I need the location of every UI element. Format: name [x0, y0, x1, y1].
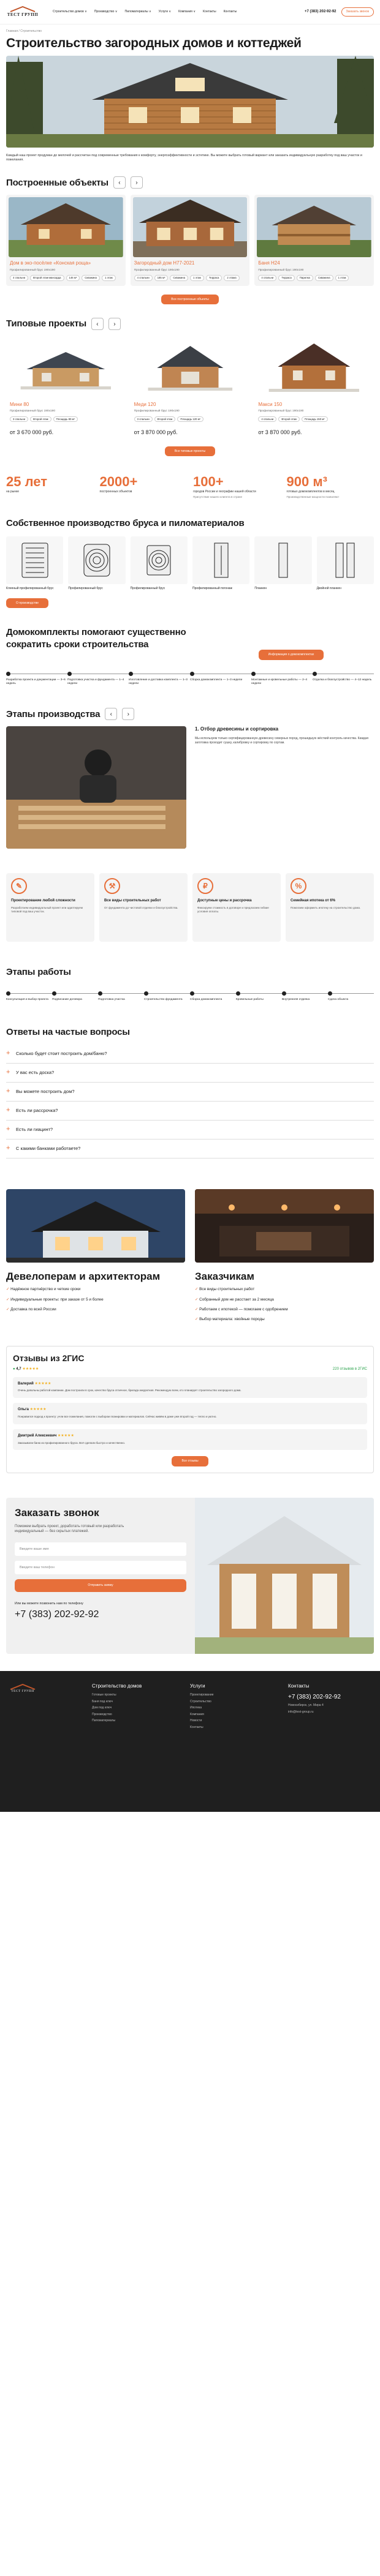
footer-col-title: Строительство домов	[92, 1683, 142, 1689]
footer-link[interactable]: Дом под ключ	[92, 1706, 112, 1710]
plus-icon: +	[6, 1125, 10, 1133]
typical-cards	[0, 336, 380, 440]
step-dot	[236, 991, 240, 996]
chip: 185 м²	[154, 275, 169, 281]
step-label: Монтажные и кровельные работы — 2–4 недели	[251, 678, 308, 686]
built-card-sub: Профилированный брус 190х190	[10, 268, 55, 272]
footer-col-title: Контакты	[288, 1683, 310, 1689]
review-author: Дмитрий Алексеевич	[18, 1433, 57, 1438]
profiled-beam-icon	[68, 536, 125, 584]
reviews	[6, 1346, 374, 1473]
page-title: Строительство загородных домов и коттеджей	[6, 36, 302, 50]
audience-customers	[195, 1189, 374, 1327]
lumber-item[interactable]	[68, 536, 125, 591]
step-dot	[144, 991, 148, 996]
chip: 1 этаж	[190, 275, 204, 281]
typical-title: Типовые проекты	[6, 318, 86, 329]
chip: Скважина	[170, 275, 188, 281]
faq-question: Вы можете построить дом?	[16, 1088, 75, 1094]
hero-image	[6, 56, 374, 148]
next-arrow-icon[interactable]: ›	[122, 708, 134, 720]
stat	[100, 475, 188, 499]
footer-link[interactable]: Производство	[92, 1712, 112, 1716]
step-label: Изготовление и доставка комплекта — 1–3 недели	[129, 678, 188, 686]
stat-label: городов России и географии нашей области	[193, 489, 256, 494]
faq-question: С какими банками работаете?	[16, 1145, 81, 1151]
lumber-item[interactable]	[254, 536, 311, 591]
customers-image	[195, 1189, 374, 1263]
feature-card	[192, 873, 281, 942]
chip: Парилка	[297, 275, 313, 281]
lumber-label: Двойной планкен	[316, 587, 341, 591]
footer-col	[190, 1683, 276, 1800]
nav-contacts[interactable]: Контакты	[203, 10, 216, 14]
submit-button[interactable]: Отправить заявку	[15, 1579, 186, 1592]
callback-button[interactable]: Заказать звонок	[341, 7, 374, 17]
footer-col	[288, 1683, 374, 1800]
audience-point: ✓ Доставка по всей России	[6, 1307, 185, 1312]
footer-link[interactable]: Пиломатериалы	[92, 1719, 116, 1723]
ruble-icon: ₽	[197, 878, 213, 894]
faq-item[interactable]	[6, 1083, 374, 1102]
stat-value: 2000+	[99, 474, 138, 490]
chip: 2 этажа	[224, 275, 239, 281]
built-card-image	[133, 197, 248, 257]
faq-item[interactable]	[6, 1140, 374, 1158]
house-logo-icon	[9, 1684, 36, 1690]
callback-title: Заказать звонок	[15, 1506, 99, 1519]
step-dot	[98, 991, 102, 996]
step-dot	[190, 672, 194, 676]
features	[0, 873, 380, 942]
plus-icon: +	[6, 1144, 10, 1152]
step-dot	[6, 672, 10, 676]
nav-production[interactable]: Производство ∨	[94, 10, 118, 14]
timeline-step	[313, 670, 374, 686]
project-sub: Профилированный брус 190х190	[258, 410, 304, 413]
intro-text: Каждый наш проект продуман до мелочей и рассчитан под современные требования к комфорту, энергоэффективности и эстетике. Вы можете выбрать готовый вариант или заказать индивидуальную разработку под ваш участок и пожелания.	[6, 153, 362, 162]
audience-title: Девелоперам и архитекторам	[6, 1270, 161, 1282]
breadcrumb: Главная / Строительство	[6, 29, 42, 33]
step-label: Внутренняя отделка	[282, 997, 310, 1001]
step-dot	[6, 991, 10, 996]
built-card[interactable]	[254, 195, 374, 285]
step-dot	[313, 672, 317, 676]
all-reviews-button[interactable]: Все отзывы	[172, 1456, 208, 1466]
star-rating-icon: ★★★★★	[34, 1381, 51, 1386]
house-logo-icon	[9, 6, 36, 12]
built-card-title: Баня Н24	[258, 260, 280, 266]
lumber-item[interactable]	[317, 536, 374, 591]
built-card-sub: Профилированный брус 190х190	[258, 268, 304, 272]
stages-header	[0, 708, 380, 720]
footer-link[interactable]: Ипотека	[190, 1706, 202, 1710]
percent-icon: %	[291, 878, 306, 894]
project-sub: Профилированный брус 190х190	[134, 410, 180, 413]
stats-row	[0, 475, 380, 499]
audience-point: ✓ Собранный дом не расстает за 2 месяца	[195, 1297, 374, 1302]
lumber-label: Профилированный брус	[130, 587, 165, 591]
star-rating-icon: ★★★★★	[22, 1367, 39, 1371]
project-card[interactable]	[254, 336, 374, 440]
star-rating-icon: ★★★★★	[57, 1433, 74, 1438]
review-author: Ольга	[18, 1408, 29, 1412]
step-label: Кровельные работы	[236, 997, 264, 1001]
feature-text: Помогаем оформить ипотеку на строительство дома.	[291, 906, 361, 910]
review	[13, 1429, 367, 1451]
stat-value: 900 м³	[286, 474, 327, 490]
project-price: от 3 870 000 руб.	[258, 429, 302, 436]
audience	[0, 1189, 380, 1327]
header-phone[interactable]: +7 (383) 202-92-92	[304, 9, 336, 13]
stat-label: готовых домокомплектов в месяц	[286, 489, 335, 494]
feature-card	[286, 873, 374, 942]
feature-title: Проектирование любой сложности	[11, 899, 75, 903]
footer-link[interactable]: Компания	[190, 1712, 204, 1716]
chip: Скважина	[315, 275, 333, 281]
step-label: Подготовка участка	[98, 997, 125, 1001]
chip: 4 спальни	[10, 275, 28, 281]
faq-item[interactable]	[6, 1045, 374, 1064]
project-sub: Профилированный брус 190х190	[10, 410, 55, 413]
next-arrow-icon[interactable]: ›	[131, 176, 143, 189]
nav-construction[interactable]: Строительство домов ∨	[53, 10, 87, 14]
double-planken-icon	[317, 536, 374, 584]
nav-services[interactable]: Услуги ∨	[158, 10, 172, 14]
faq-question: Есть ли рассрочка?	[16, 1107, 58, 1113]
chip: Терраса	[278, 275, 294, 281]
work-step	[190, 989, 236, 1002]
chip: Площадь 80 м²	[53, 416, 78, 422]
step-dot	[328, 991, 332, 996]
project-image	[133, 339, 248, 399]
logo[interactable]	[6, 6, 39, 19]
step-dot	[67, 672, 72, 676]
audience-point: ✓ Выбор материала: хвойные породы	[195, 1317, 374, 1322]
step-dot	[190, 991, 194, 996]
faq-question: Есть ли гиацинт?	[16, 1126, 53, 1132]
step-label: Подготовка участка и фундамента — 1–4 недели	[67, 678, 124, 686]
chip: 4 спальни	[134, 275, 153, 281]
step-dot	[282, 991, 286, 996]
all-built-button[interactable]: Все построенные объекты	[161, 295, 218, 305]
work-step	[144, 989, 190, 1002]
stat-label: построенных объектов	[99, 489, 132, 494]
chip: 4 спальни	[258, 416, 276, 422]
callback-text: Поможем выбрать проект, доработать готовый или разработать индивидуальный — без скрытых платежей.	[15, 1524, 124, 1533]
built-title: Построенные объекты	[6, 177, 108, 188]
developers-image	[6, 1189, 185, 1263]
logo-text: ТЕСТ ГРУПП	[7, 12, 39, 17]
prev-arrow-icon[interactable]: ‹	[91, 318, 104, 330]
lumber-item[interactable]	[131, 536, 188, 591]
faq-question: У вас есть доска?	[16, 1069, 55, 1075]
audience-point: ✓ Индивидуальные проекты: при заказе от 5 и более	[6, 1297, 185, 1302]
timeline-step	[6, 670, 67, 686]
stages-title: Этапы производства	[6, 708, 101, 719]
footer-col-title: Услуги	[190, 1683, 205, 1689]
stage-heading: 1. Отбор древесины и сортировка	[195, 726, 279, 732]
built-header	[0, 176, 380, 189]
plus-icon: +	[6, 1068, 10, 1076]
reviews-title: Отзывы из 2ГИС	[13, 1353, 85, 1363]
feature-card	[99, 873, 188, 942]
work-step	[282, 989, 328, 1002]
project-price: от 3 670 000 руб.	[10, 429, 54, 436]
stat-label: на рынке	[6, 489, 20, 494]
lumber-list	[0, 536, 380, 591]
footer	[0, 1671, 380, 1812]
footer-link[interactable]: Баня под ключ	[92, 1699, 113, 1703]
name-input[interactable]: Введите ваше имя	[15, 1542, 186, 1556]
footer-link[interactable]: Контакты	[190, 1725, 203, 1729]
stages-slide	[0, 726, 380, 849]
timeline-step	[129, 670, 190, 686]
feature-title: Семейная ипотека от 6%	[291, 899, 336, 903]
project-image	[9, 339, 123, 399]
chip: Второй этаж-мансарда	[30, 275, 64, 281]
faq-title: Ответы на частые вопросы	[6, 1027, 130, 1038]
chip: 146 м²	[66, 275, 80, 281]
step-label: Сдача объекта	[328, 997, 349, 1001]
chip: Второй этаж	[30, 416, 51, 422]
built-card-image	[257, 197, 371, 257]
work-step	[52, 989, 98, 1002]
main-nav	[53, 10, 237, 14]
callback-image	[195, 1498, 374, 1654]
production-button[interactable]: О производстве	[6, 598, 48, 609]
step-dot	[251, 672, 256, 676]
lumber-item[interactable]	[6, 536, 63, 591]
stat	[6, 475, 94, 499]
step-label: Отделка и благоустройство — 4–12 недель	[313, 678, 372, 682]
kits-header	[0, 626, 380, 660]
stage-text: Мы используем только сертифицированную древесину северных пород, прошедшую жёсткий контроль качества. Каждая заготовка проходит сушку, калибровку и сортировку по сортам.	[195, 736, 369, 745]
stat-note: Производственные мощности позволяют	[286, 495, 340, 499]
feature-title: Все виды строительных работ	[104, 899, 161, 903]
chip: 1 этаж	[102, 275, 116, 281]
chip: 4 спальни	[258, 275, 276, 281]
lumber-label: Клееный профилированный брус	[6, 587, 54, 591]
step-label: Сборка домокомплекта — 1–3 недели	[190, 678, 243, 682]
chip: 3 спальни	[134, 416, 153, 422]
project-title: Макси 150	[258, 402, 283, 407]
chip: Площадь 150 м²	[302, 416, 328, 422]
review	[13, 1403, 367, 1424]
review-text: Заказывали баню из профилированного бруса. Всё сделали быстро и качественно.	[18, 1441, 126, 1444]
built-cards	[0, 195, 380, 285]
project-card[interactable]	[6, 336, 126, 440]
footer-link[interactable]: Новости	[190, 1719, 202, 1723]
faq-list	[0, 1045, 380, 1158]
timeline-step	[190, 670, 251, 686]
chip: 3 спальни	[10, 416, 28, 422]
chip: Второй этаж	[154, 416, 176, 422]
footer-email[interactable]: info@test-group.ru	[288, 1710, 314, 1714]
site-header	[0, 0, 380, 24]
plus-icon: +	[6, 1050, 10, 1057]
project-title: Мини 80	[10, 402, 29, 407]
built-card[interactable]	[6, 195, 126, 285]
faq-question: Сколько будет стоит построить дом/баню?	[16, 1050, 107, 1056]
timeline-step	[67, 670, 129, 686]
nav-contacts-2[interactable]: Контакты	[223, 10, 237, 14]
chip: Терраса	[206, 275, 222, 281]
stat-value: 100+	[193, 474, 224, 490]
next-arrow-icon[interactable]: ›	[108, 318, 121, 330]
nav-company[interactable]: Компания ∨	[178, 10, 196, 14]
feature-text: От фундамента до чистовой отделки и благоустройства.	[104, 906, 178, 910]
hammer-icon: ⚒	[104, 878, 120, 894]
logo-text: ТЕСТ ГРУПП	[11, 1689, 34, 1693]
molding-icon	[192, 536, 249, 584]
timeline-step	[251, 670, 313, 686]
project-title: Меди 120	[134, 402, 156, 407]
work-step	[6, 989, 52, 1002]
star-rating-icon: ★★★★★	[29, 1408, 47, 1412]
footer-link[interactable]: Проектирование	[190, 1693, 214, 1697]
faq-item[interactable]	[6, 1102, 374, 1121]
planken-icon	[254, 536, 311, 584]
stat-note: Присутствие нашего клиента в стране	[193, 495, 242, 499]
footer-phone[interactable]: +7 (383) 202-92-92	[288, 1694, 341, 1701]
callback-form	[6, 1498, 374, 1654]
audience-title: Заказчикам	[195, 1270, 254, 1282]
faq-item[interactable]	[6, 1121, 374, 1140]
kits-timeline	[0, 670, 380, 686]
rating-value: 4,7	[16, 1367, 21, 1371]
step-label: Консультация и выбор проекта	[6, 997, 48, 1001]
review	[13, 1377, 367, 1399]
feature-title: Доступные цены и рассрочка	[197, 899, 252, 903]
production-title: Собственное производство бруса и пиломатериалов	[6, 517, 245, 528]
step-dot	[52, 991, 56, 996]
reviews-count[interactable]: 220 отзывов в 2ГИС	[332, 1367, 367, 1371]
stat-value: 25 лет	[6, 474, 47, 490]
pencil-icon: ✎	[11, 878, 27, 894]
footer-col	[92, 1683, 178, 1800]
phone-input[interactable]: Введите ваш телефон	[15, 1561, 186, 1574]
stat	[193, 475, 281, 499]
lumber-label: Профилированный погонаж	[192, 587, 232, 591]
callback-or: Или вы можете позвонить нам по телефону	[15, 1601, 83, 1605]
audience-point: ✓ Работаем с ипотекой — помогаем с одобрением	[195, 1307, 374, 1312]
stat	[287, 475, 374, 499]
feature-text: Фиксируем стоимость в договоре и предлагаем гибкие условия оплаты.	[197, 906, 269, 914]
built-card-sub: Профилированный брус 190х190	[134, 268, 180, 272]
feature-text: Разработаем индивидуальный проект или адаптируем типовой под ваш участок.	[11, 906, 83, 914]
callback-phone[interactable]: +7 (383) 202-92-92	[15, 1609, 99, 1620]
work-step	[236, 989, 282, 1002]
chip: Скважина	[82, 275, 100, 281]
built-card-title: Дом в эко-посёлке «Конская роща»	[10, 260, 91, 266]
kits-title: Домокомплекты помогают существенно сократить сроки строительства	[6, 627, 186, 650]
audience-point: ✓ Надёжное партнёрство и четкие сроки	[6, 1287, 185, 1292]
faq-item[interactable]	[6, 1064, 374, 1083]
feature-card	[6, 873, 94, 942]
lumber-item[interactable]	[192, 536, 249, 591]
step-label: Разработка проекта и документации — 3–6 недель	[6, 678, 66, 686]
nav-lumber[interactable]: Пиломатериалы ∨	[124, 10, 151, 14]
project-price: от 3 870 000 руб.	[134, 429, 178, 436]
glulam-beam-icon	[6, 536, 63, 584]
step-label: Сборка домокомплекта	[190, 997, 222, 1001]
lumber-label: Профилированный брус	[68, 587, 103, 591]
gis-icon: ●	[13, 1367, 15, 1371]
chip: Второй этаж	[278, 416, 300, 422]
chip: 1 этаж	[335, 275, 349, 281]
step-label: Строительство фундамента	[144, 997, 183, 1001]
stages-photo	[6, 726, 186, 849]
built-card[interactable]	[131, 195, 250, 285]
plus-icon: +	[6, 1087, 10, 1095]
built-card-image	[9, 197, 123, 257]
footer-logo[interactable]	[6, 1683, 39, 1697]
all-typical-button[interactable]: Все типовые проекты	[165, 446, 215, 457]
review-text: Очень довольны работой компании. Дом построили в срок, качество бруса отличное, бригада аккуратная. Рекомендую всем, кто планирует строительство загородного дома.	[18, 1389, 241, 1392]
work-timeline	[0, 989, 380, 1002]
prev-arrow-icon[interactable]: ‹	[113, 176, 126, 189]
step-label: Подписание договора	[52, 997, 82, 1001]
built-card-title: Загородный дом Н77-2021	[134, 260, 195, 266]
project-card[interactable]	[131, 336, 250, 440]
work-step	[98, 989, 144, 1002]
footer-link[interactable]: Строительство	[190, 1699, 211, 1703]
kits-button[interactable]: Информация о домокомплектах	[259, 650, 324, 660]
typical-header	[0, 318, 380, 330]
lumber-label: Планкен	[254, 587, 267, 591]
plus-icon: +	[6, 1106, 10, 1114]
chip: Площадь 120 м²	[177, 416, 203, 422]
footer-link[interactable]: Готовые проекты	[92, 1693, 116, 1697]
prev-arrow-icon[interactable]: ‹	[105, 708, 117, 720]
work-title: Этапы работы	[6, 967, 71, 978]
review-author: Валерий	[18, 1381, 34, 1386]
work-step	[328, 989, 374, 1002]
profiled-beam-icon	[131, 536, 188, 584]
step-dot	[129, 672, 133, 676]
review-text: Понравился подход к проекту: учли все пожелания, помогли с выбором планировки и материалов. Сейчас живём в доме уже второй год — тепло и уютно.	[18, 1414, 217, 1418]
audience-point: ✓ Все виды строительных работ	[195, 1287, 374, 1292]
footer-address: Новосибирск, ул. Мира 4	[288, 1703, 324, 1708]
audience-developers	[6, 1189, 185, 1327]
project-image	[257, 339, 371, 399]
